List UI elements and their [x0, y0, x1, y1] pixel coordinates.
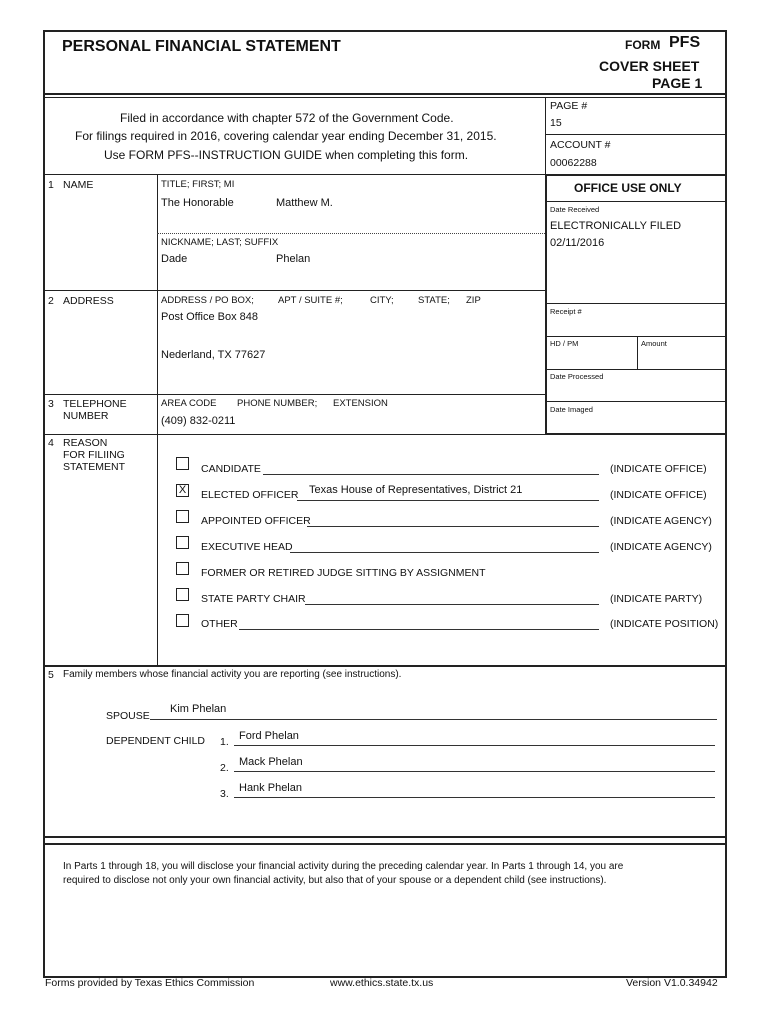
section-4-label: REASON — [63, 437, 108, 449]
appointed-officer-label: APPOINTED OFFICER — [201, 515, 311, 527]
title-field[interactable]: The Honorable — [161, 197, 234, 209]
date-processed-label: Date Processed — [550, 372, 604, 381]
section-2-number: 2 — [48, 295, 54, 307]
retired-judge-checkbox[interactable] — [176, 562, 189, 575]
page-number-value: 15 — [550, 117, 562, 129]
spouse-field[interactable]: Kim Phelan — [170, 703, 227, 715]
elected-officer-label: ELECTED OFFICER — [201, 489, 299, 501]
state-party-chair-hint: (INDICATE PARTY) — [610, 593, 703, 605]
divider — [637, 336, 638, 369]
date-imaged-label: Date Imaged — [550, 405, 593, 414]
child-1-field[interactable]: Ford Phelan — [239, 730, 299, 742]
executive-head-hint: (INDICATE AGENCY) — [610, 541, 712, 553]
section-1-label: NAME — [63, 179, 94, 191]
section-2-label: ADDRESS — [63, 295, 114, 307]
retired-judge-label: FORMER OR RETIRED JUDGE SITTING BY ASSIGNMENT — [201, 567, 486, 579]
address-line-2[interactable]: Nederland, TX 77627 — [161, 349, 266, 361]
appointed-officer-line — [307, 526, 599, 527]
section-4-number: 4 — [48, 437, 54, 449]
date-received-label: Date Received — [550, 205, 600, 214]
notice-line-2: required to disclose not only your own financial activity, but also that of your spouse or a dependent child (see instructions). — [63, 875, 607, 886]
spouse-line — [150, 719, 717, 720]
apt-hint: APT / SUITE #; — [278, 295, 343, 306]
filing-status: ELECTRONICALLY FILED — [550, 220, 682, 232]
intro-line-2: For filings required in 2016, covering calendar year ending December 31, 2015. — [75, 129, 497, 143]
divider — [43, 434, 727, 435]
divider — [43, 290, 547, 291]
divider — [545, 97, 546, 175]
elected-officer-checkbox[interactable]: X — [176, 484, 189, 497]
appointed-officer-checkbox[interactable] — [176, 510, 189, 523]
elected-officer-hint: (INDICATE OFFICE) — [610, 489, 707, 501]
section-4-label-3: STATEMENT — [63, 461, 126, 473]
cover-sheet-label: COVER SHEET — [599, 58, 700, 74]
divider — [43, 836, 727, 838]
divider — [545, 401, 727, 402]
child-1-number: 1. — [220, 736, 229, 748]
state-party-chair-line — [305, 604, 599, 605]
other-line — [239, 629, 599, 630]
child-2-line — [234, 771, 715, 772]
section-3-number: 3 — [48, 398, 54, 410]
dependent-child-label: DEPENDENT CHILD — [106, 735, 205, 747]
candidate-label: CANDIDATE — [201, 463, 261, 475]
account-number-label: ACCOUNT # — [550, 139, 611, 151]
other-label: OTHER — [201, 618, 238, 630]
divider — [545, 303, 727, 304]
elected-officer-value[interactable]: Texas House of Representatives, District 21 — [309, 484, 523, 496]
child-1-line — [234, 745, 715, 746]
title-first-mi-hint: TITLE; FIRST; MI — [161, 179, 235, 190]
divider — [545, 134, 727, 135]
nickname-field[interactable]: Dade — [161, 253, 188, 265]
section-3-label: TELEPHONE — [63, 398, 127, 410]
telephone-field[interactable]: (409) 832-0211 — [161, 415, 236, 427]
section-5-number: 5 — [48, 669, 54, 681]
form-prefix: FORM — [625, 38, 661, 52]
divider — [157, 174, 158, 666]
divider — [157, 233, 545, 234]
page-label: PAGE 1 — [652, 75, 703, 91]
first-name-field[interactable]: Matthew M. — [276, 197, 333, 209]
other-hint: (INDICATE POSITION) — [610, 618, 719, 630]
candidate-line — [263, 474, 599, 475]
child-2-number: 2. — [220, 762, 229, 774]
appointed-officer-hint: (INDICATE AGENCY) — [610, 515, 712, 527]
candidate-hint: (INDICATE OFFICE) — [610, 463, 707, 475]
office-use-title: OFFICE USE ONLY — [574, 181, 682, 195]
child-3-line — [234, 797, 715, 798]
account-number-value: 00062288 — [550, 157, 597, 169]
last-name-field[interactable]: Phelan — [276, 253, 311, 265]
zip-hint: ZIP — [466, 295, 481, 306]
divider — [545, 201, 727, 202]
notice-line-1: In Parts 1 through 18, you will disclose your financial activity during the preceding calendar year. In Parts 1 through 14, you are — [63, 861, 624, 872]
divider — [545, 336, 727, 337]
city-hint: CITY; — [370, 295, 394, 306]
executive-head-line — [290, 552, 599, 553]
extension-hint: EXTENSION — [333, 398, 388, 409]
section-5-label: Family members whose financial activity you are reporting (see instructions). — [63, 669, 402, 680]
phone-number-hint: PHONE NUMBER; — [237, 398, 318, 409]
intro-line-1: Filed in accordance with chapter 572 of the Government Code. — [120, 111, 454, 125]
footer-url[interactable]: www.ethics.state.tx.us — [330, 977, 434, 989]
executive-head-checkbox[interactable] — [176, 536, 189, 549]
spouse-label: SPOUSE — [106, 710, 150, 722]
section-4-label-2: FOR FILIING — [63, 449, 125, 461]
divider — [43, 394, 547, 395]
footer-version: Version V1.0.34942 — [626, 977, 718, 989]
area-code-hint: AREA CODE — [161, 398, 217, 409]
nickname-last-suffix-hint: NICKNAME; LAST; SUFFIX — [161, 237, 279, 248]
address-hint: ADDRESS / PO BOX; — [161, 295, 254, 306]
form-title: PERSONAL FINANCIAL STATEMENT — [62, 38, 341, 55]
amount-label: Amount — [641, 339, 667, 348]
footer-provider: Forms provided by Texas Ethics Commission — [45, 977, 255, 989]
child-2-field[interactable]: Mack Phelan — [239, 756, 303, 768]
section-1-number: 1 — [48, 179, 54, 191]
other-checkbox[interactable] — [176, 614, 189, 627]
divider — [545, 369, 727, 370]
date-received-value: 02/11/2016 — [550, 237, 605, 249]
section-3-label-2: NUMBER — [63, 410, 109, 422]
divider — [43, 843, 727, 845]
page-number-label: PAGE # — [550, 100, 588, 112]
divider — [43, 665, 727, 667]
child-3-number: 3. — [220, 788, 229, 800]
child-3-field[interactable]: Hank Phelan — [239, 782, 302, 794]
form-code: PFS — [669, 34, 701, 51]
hd-pm-label: HD / PM — [550, 339, 579, 348]
executive-head-label: EXECUTIVE HEAD — [201, 541, 293, 553]
elected-officer-line — [297, 500, 599, 501]
state-party-chair-label: STATE PARTY CHAIR — [201, 593, 306, 605]
candidate-checkbox[interactable] — [176, 457, 189, 470]
divider — [43, 97, 727, 98]
receipt-label: Receipt # — [550, 307, 582, 316]
state-hint: STATE; — [418, 295, 450, 306]
state-party-chair-checkbox[interactable] — [176, 588, 189, 601]
divider — [43, 93, 727, 95]
address-line-1[interactable]: Post Office Box 848 — [161, 311, 259, 323]
intro-line-3: Use FORM PFS--INSTRUCTION GUIDE when completing this form. — [104, 148, 469, 162]
